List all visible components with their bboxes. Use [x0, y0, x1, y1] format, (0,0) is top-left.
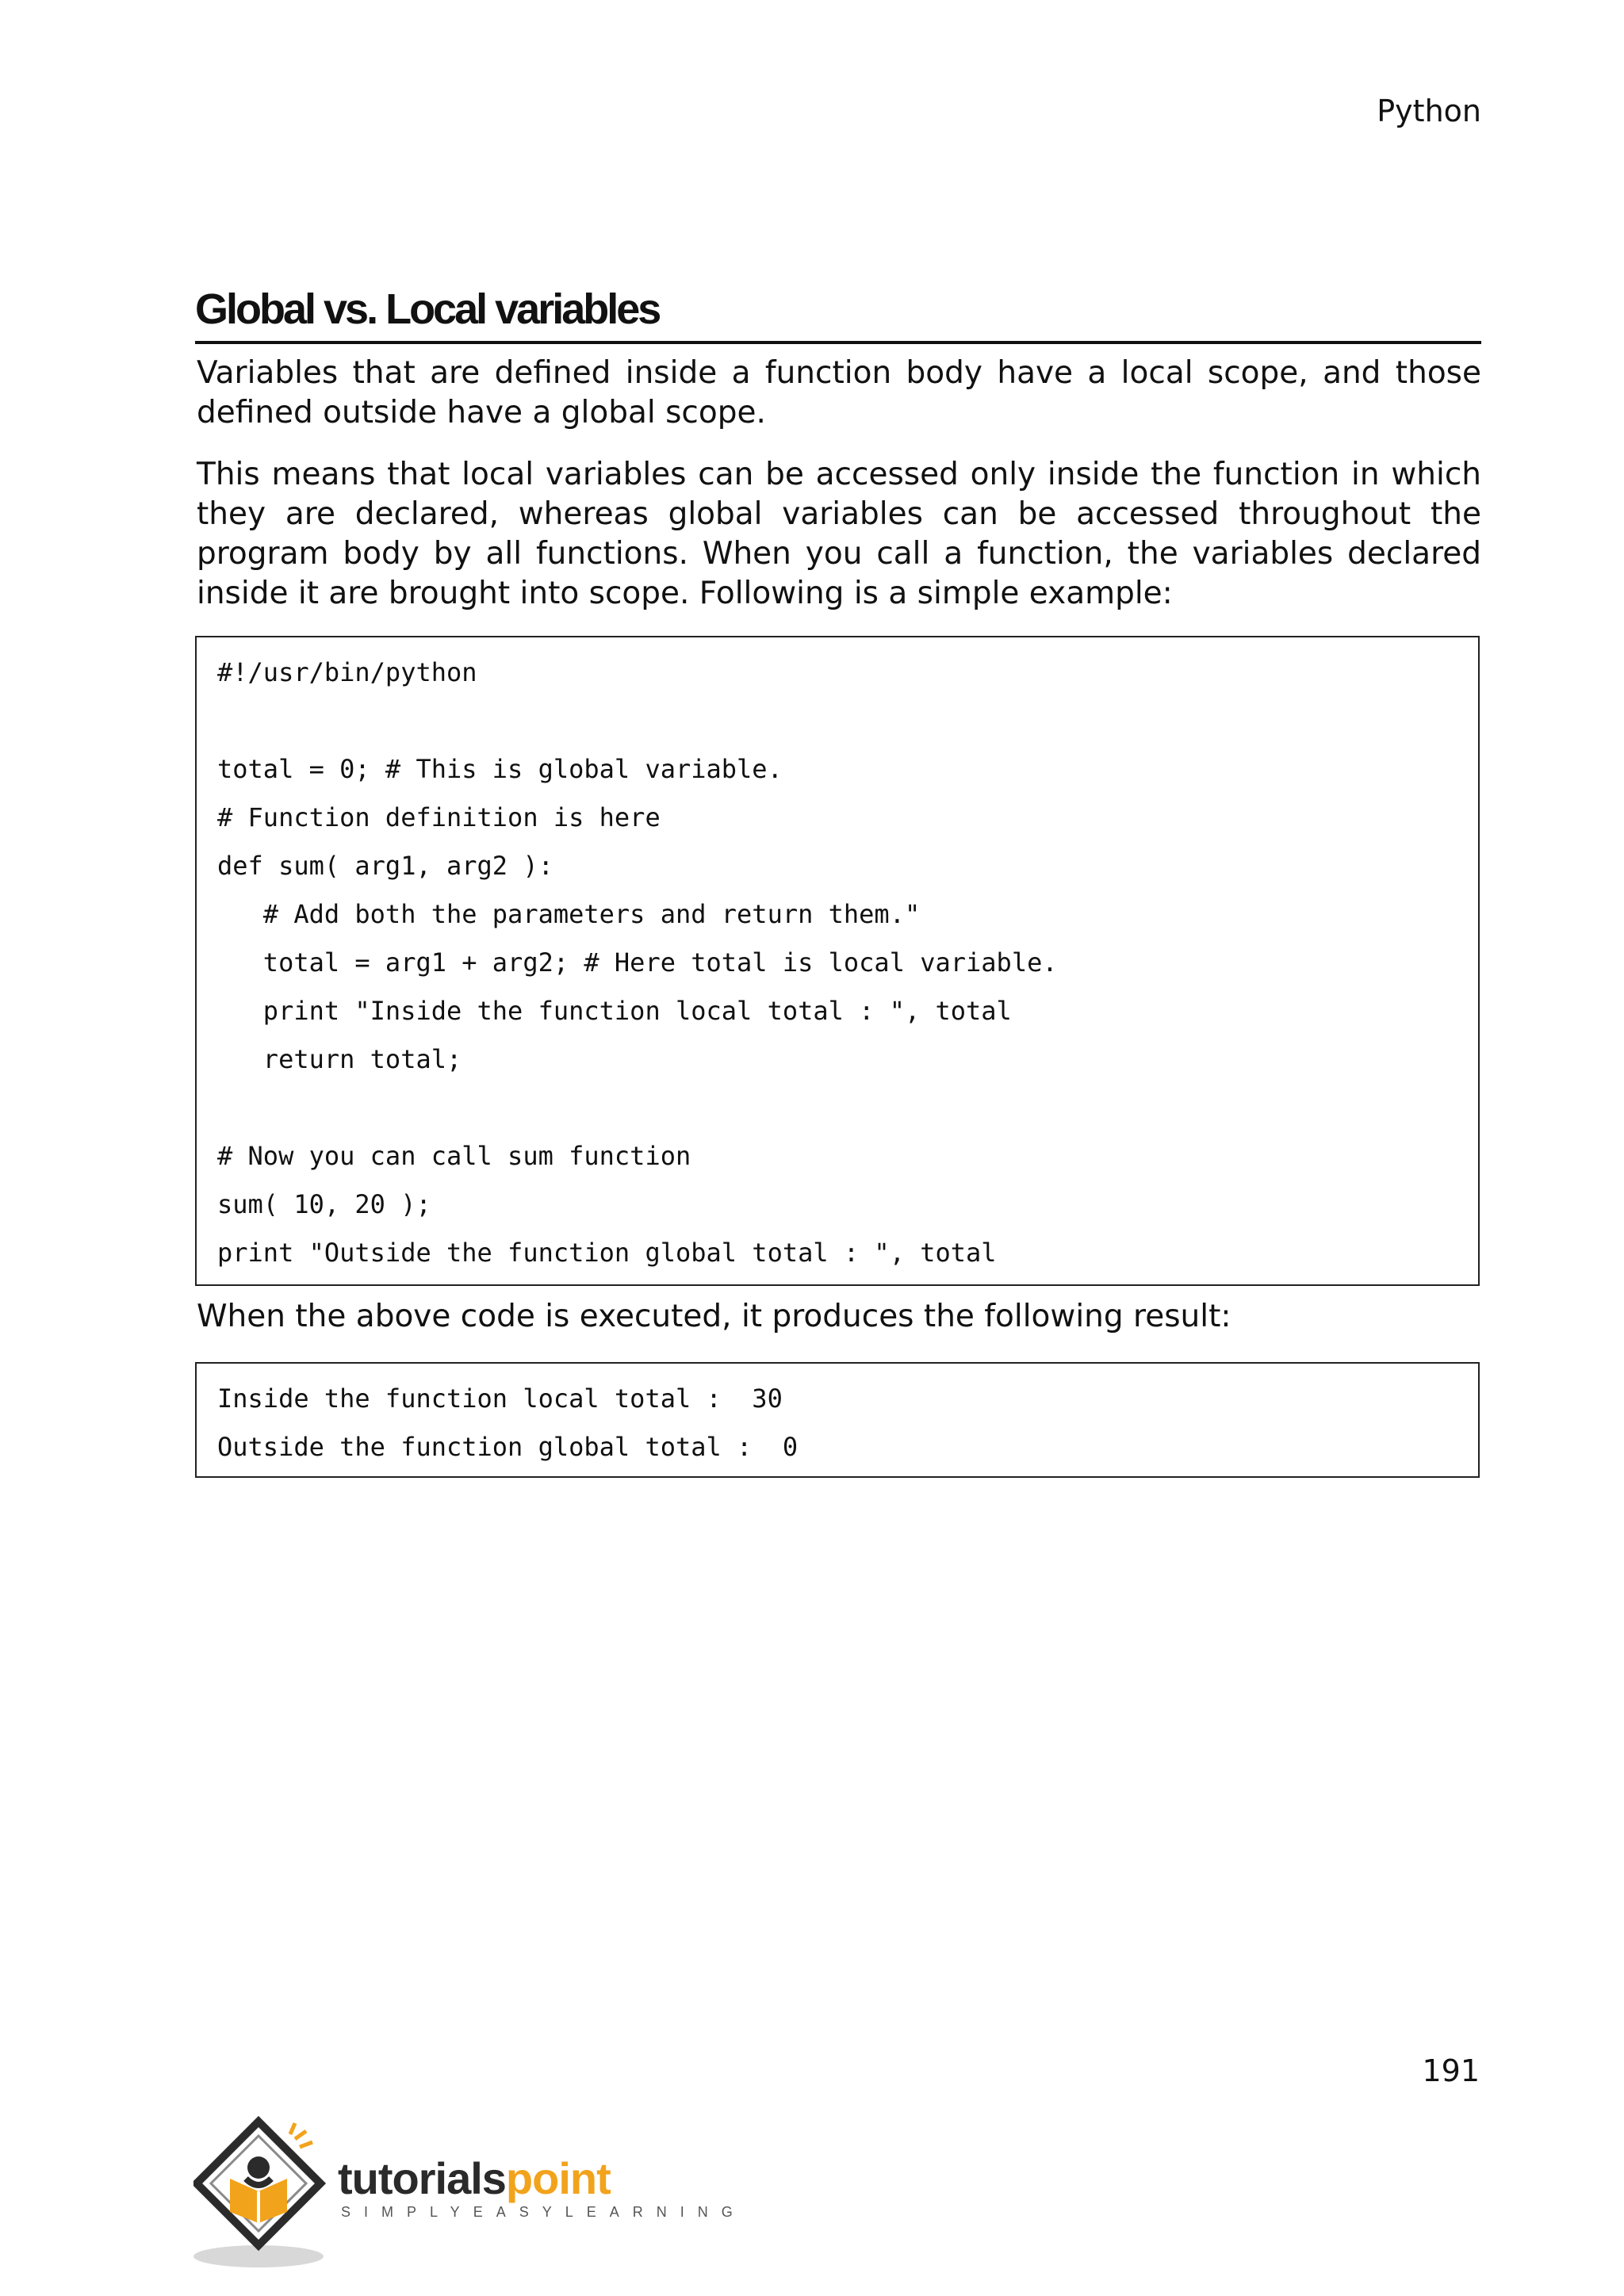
code-line: [217, 1090, 1457, 1138]
output-box: [195, 1362, 1480, 1478]
code-line: # Function definition is here: [217, 802, 661, 832]
logo-word-tutorials: tutorials: [338, 2153, 506, 2203]
section-heading: Global vs. Local variables: [195, 284, 1481, 344]
logo-wordmark: [338, 2155, 611, 2202]
code-line: [217, 703, 1457, 752]
page-number: 191: [1422, 2053, 1480, 2088]
code-line: # Add both the parameters and return them.": [217, 899, 921, 929]
tutorialspoint-logo: [193, 2115, 746, 2274]
intro-paragraph: Variables that are defined inside a function body have a local scope, and those defined outside have a global scope.: [197, 355, 1481, 430]
logo-diamond-icon: [193, 2115, 336, 2274]
code-line: total = arg1 + arg2; # Here total is local variable.: [217, 947, 1058, 978]
code-example-box: [195, 636, 1480, 1286]
code-line: return total;: [217, 1044, 462, 1074]
explanation-paragraph: This means that local variables can be accessed only inside the function in which they are declared, whereas global variables can be accessed throughout the program body by all functions. When you call a function, the variables declared inside it are brought into scope. Following is a simple example:: [197, 457, 1481, 611]
output-line: Inside the function local total : 30: [217, 1383, 783, 1414]
logo-tagline: SIMPLYEASYLEARNING: [341, 2204, 746, 2220]
code-line: total = 0; # This is global variable.: [217, 754, 783, 784]
result-intro-paragraph: When the above code is executed, it produces the following result:: [197, 1299, 1231, 1334]
code-line: print "Inside the function local total : ", total: [217, 996, 1012, 1026]
code-line: sum( 10, 20 );: [217, 1189, 431, 1219]
logo-word-point: point: [505, 2153, 611, 2203]
running-header: Python: [1377, 94, 1481, 128]
code-line: #!/usr/bin/python: [217, 657, 477, 687]
output-line: Outside the function global total : 0: [217, 1432, 799, 1462]
code-line: def sum( arg1, arg2 ):: [217, 851, 553, 881]
code-line: # Now you can call sum function: [217, 1141, 691, 1171]
code-line: print "Outside the function global total : ", total: [217, 1238, 997, 1268]
